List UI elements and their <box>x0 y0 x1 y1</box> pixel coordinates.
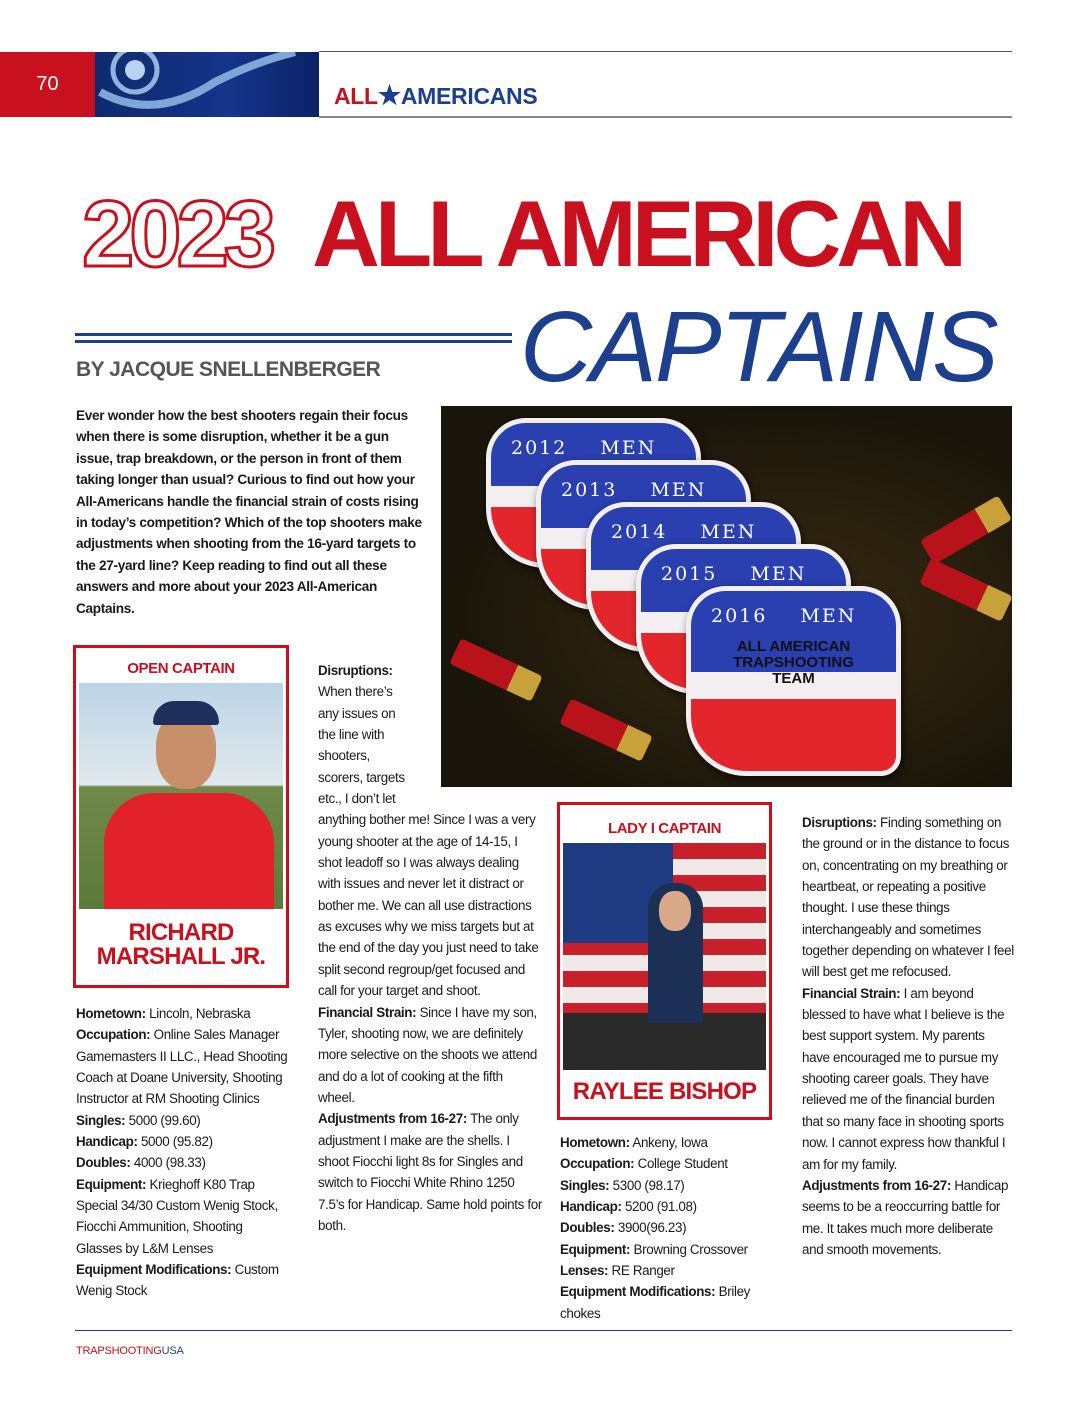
title-subtitle: CAPTAINS <box>520 291 997 403</box>
lady-captain-card <box>557 802 772 1120</box>
entry-label: Handicap: <box>76 1134 138 1150</box>
entry-label: Equipment Modifications: <box>560 1284 716 1300</box>
entry-label: Financial Strain: <box>802 985 901 1001</box>
entry-label: Occupation: <box>76 1027 151 1043</box>
open-captain-bio <box>76 1003 291 1302</box>
text-entry <box>318 1002 542 1109</box>
shotgun-shell <box>559 698 652 761</box>
text-entry <box>560 1132 775 1153</box>
entry-value: College Student <box>634 1156 728 1172</box>
entry-label: Handicap: <box>560 1199 622 1215</box>
footer-left: TRAPSHOOTING <box>76 1345 162 1357</box>
entry-value: 5200 (91.08) <box>621 1199 697 1215</box>
header-rule <box>319 116 1012 118</box>
section-logo-americans: AMERICANS <box>400 83 538 109</box>
entry-value: RE Ranger <box>608 1263 675 1279</box>
captain-name: RAYLEE BISHOP <box>572 1078 757 1105</box>
text-entry <box>318 1108 542 1236</box>
footer-publication <box>76 1345 184 1357</box>
star-icon: ★ <box>377 80 401 110</box>
entry-label: Disruptions: <box>318 663 393 678</box>
entry-value: Finding something on the ground or in the distance to focus on, concentrating on my breathing or heartbeat, or repeating a positive thought. I use these things interchangeably and sometimes together depending on whatever I feel will best get me refocused. <box>802 815 1014 980</box>
lady-captain-qa <box>802 812 1014 1260</box>
text-entry <box>76 1024 291 1109</box>
entry-label: Lenses: <box>560 1263 609 1279</box>
title-rule <box>75 340 512 343</box>
entry-value: 3900(96.23) <box>614 1220 687 1236</box>
entry-label: Equipment Modifications: <box>76 1262 232 1278</box>
patch-label: 2014 MEN <box>611 521 757 543</box>
entry-label: Hometown: <box>560 1135 630 1150</box>
page-number: 70 <box>0 52 95 117</box>
byline: BY JACQUE SNELLENBERGER <box>76 358 381 381</box>
patch-label: 2015 MEN <box>661 563 807 585</box>
text-entry <box>560 1260 775 1281</box>
text-entry <box>560 1217 775 1238</box>
patch-label: 2012 MEN <box>511 437 657 459</box>
entry-value: Handicap seems to be a reoccurring battle for me. It takes much more deliberate and smooth movements. <box>802 1177 1009 1257</box>
entry-value: Lincoln, Nebraska <box>145 1006 251 1021</box>
footer-rule <box>75 1330 1012 1331</box>
patch-team-text: ALL AMERICAN TRAPSHOOTING TEAM <box>733 638 854 687</box>
entry-value: 5300 (98.17) <box>609 1177 685 1193</box>
header-rule <box>319 51 1012 52</box>
text-entry <box>76 1152 291 1173</box>
entry-label: Occupation: <box>560 1156 635 1172</box>
text-entry <box>76 1110 291 1131</box>
entry-value: 4000 (98.33) <box>130 1155 206 1171</box>
entry-label: Doubles: <box>560 1220 615 1236</box>
patch-label: 2016 MEN <box>711 605 857 627</box>
patch <box>686 586 901 776</box>
lady-captain-bio <box>560 1132 775 1324</box>
section-logo <box>334 80 537 111</box>
card-label: OPEN CAPTAIN <box>127 660 235 677</box>
entry-value: When there’s any issues on the line with shooters, scorers, targets etc., I don’t let anything bother me! Since I was a very young shooter at the age of 14-15, I shot leadoff so I was always dealing with issues and never let it distract or bother me. We can all use distractions as excuses why we miss targets but at the end of the day you just need to take split second regroup/get focused and call for your target and shoot. <box>318 684 539 999</box>
entry-value: Ankeny, Iowa <box>629 1135 708 1150</box>
header-ornament <box>95 52 319 117</box>
photo-wrap-spacer <box>414 660 542 800</box>
entry-label: Financial Strain: <box>318 1004 417 1020</box>
shotgun-shell <box>920 495 1012 564</box>
entry-label: Adjustments from 16-27: <box>318 1111 467 1127</box>
entry-value: 5000 (99.60) <box>125 1112 201 1128</box>
entry-label: Doubles: <box>76 1155 131 1171</box>
entry-value: I am beyond blessed to have what I believe is the best support system. My parents have encouraged me to pursue my shooting career goals. They have relieved me of the financial burden that so many face in shooting sports now. I cannot express how thankful I am for my family. <box>802 985 1006 1172</box>
entry-value: Briley chokes <box>560 1284 751 1321</box>
title-rule <box>75 333 512 336</box>
entry-value: 5000 (95.82) <box>137 1134 213 1150</box>
card-label: LADY I CAPTAIN <box>607 820 722 837</box>
open-captain-qa <box>318 660 542 1236</box>
shotgun-shell <box>919 558 1012 621</box>
title-year: 2023 <box>82 181 272 286</box>
title-headline: ALL AMERICAN <box>312 181 963 286</box>
entry-value: Browning Crossover <box>630 1241 748 1257</box>
text-entry <box>76 1174 291 1259</box>
entry-label: Adjustments from 16-27: <box>802 1177 951 1193</box>
captain-photo <box>563 843 766 1070</box>
entry-label: Singles: <box>560 1177 610 1193</box>
text-entry <box>76 1003 291 1024</box>
text-entry <box>76 1131 291 1152</box>
entry-label: Hometown: <box>76 1006 146 1021</box>
text-entry <box>560 1196 775 1217</box>
text-entry <box>560 1153 775 1174</box>
entry-label: Disruptions: <box>802 815 877 830</box>
text-entry <box>802 983 1014 1175</box>
entry-value: The only adjustment I make are the shells. I shoot Fiocchi light 8s for Singles and switch to Fiocchi White Rhino 1250 7.5’s for Handicap. Same hold points for both. <box>318 1111 542 1233</box>
entry-label: Equipment: <box>560 1241 631 1257</box>
text-entry <box>560 1239 775 1260</box>
footer-right: USA <box>161 1345 184 1357</box>
captain-name: RICHARD MARSHALL JR. <box>96 919 266 970</box>
entry-value: Online Sales Manager Gamemasters II LLC., Head Shooting Coach at Doane University, Shooting Instructor at RM Shooting Clinics <box>76 1027 288 1107</box>
entry-value: Krieghoff K80 Trap Special 34/30 Custom Wenig Stock, Fiocchi Ammunition, Shooting Glasses by L&M Lenses <box>76 1176 278 1256</box>
patch-label: 2013 MEN <box>561 479 707 501</box>
captain-photo <box>79 683 283 909</box>
intro-paragraph: Ever wonder how the best shooters regain their focus when there is some disruption, whether it be a gun issue, trap breakdown, or the person in front of them taking longer than usual? Curious to find out how your All-Americans handle the financial strain of costs rising in today’s competition? Which of the top shooters make adjustments when shooting from the 16-yard targets to the 27-yard line? Keep reading to find out all these answers and more about your 2023 All-American Captains. <box>76 408 422 616</box>
text-entry <box>560 1281 775 1324</box>
entry-label: Singles: <box>76 1112 126 1128</box>
open-captain-card <box>73 645 289 988</box>
section-logo-all: ALL <box>334 83 378 109</box>
entry-label: Equipment: <box>76 1176 147 1192</box>
text-entry <box>802 1175 1014 1260</box>
text-entry <box>560 1175 775 1196</box>
text-entry <box>76 1259 291 1302</box>
entry-value: Custom Wenig Stock <box>76 1262 279 1299</box>
entry-value: Since I have my son, Tyler, shooting now, we are definitely more selective on the shoots we attend and do a lot of cooking at the fifth wheel. <box>318 1004 537 1105</box>
text-entry <box>802 812 1014 983</box>
